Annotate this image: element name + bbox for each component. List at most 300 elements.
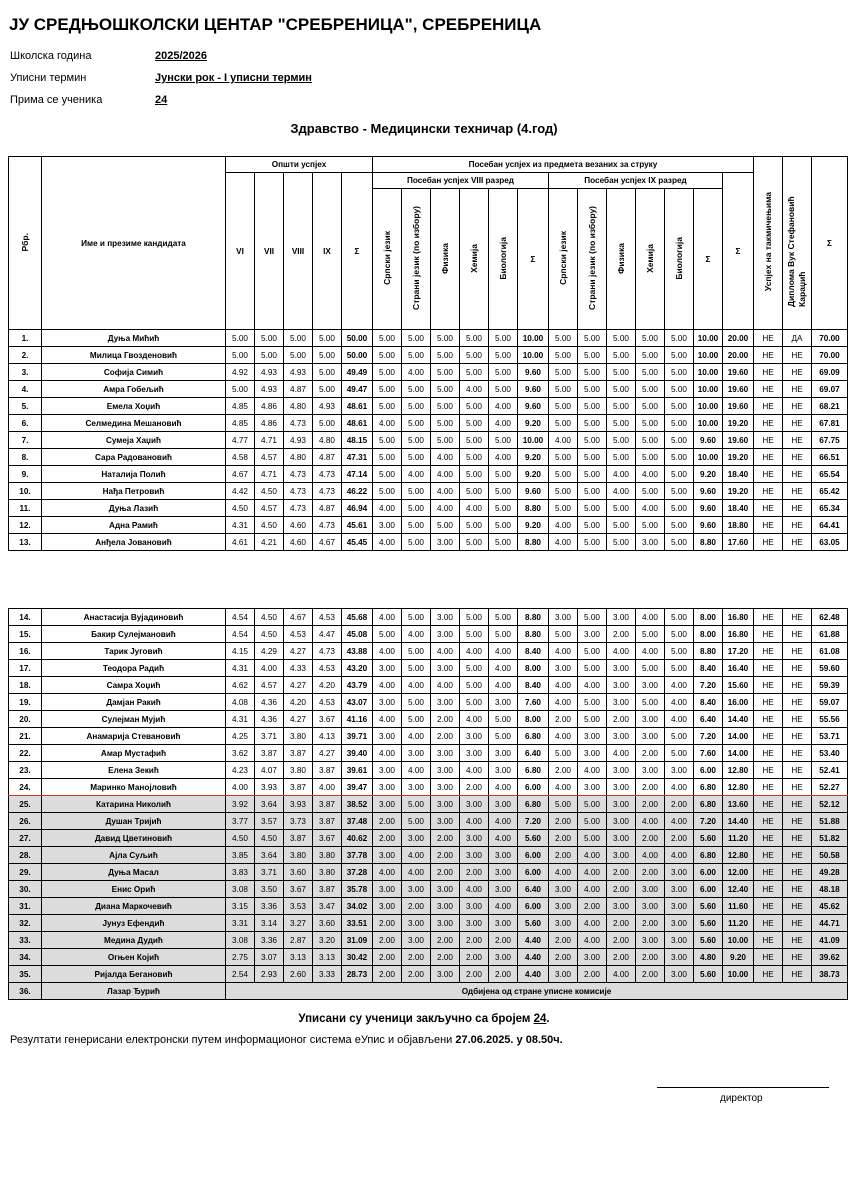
total-score: 50.58 [812,847,848,864]
total-score: 52.27 [812,779,848,796]
special8-grade: 5.00 [460,534,489,551]
special8-sum: 5.60 [518,915,549,932]
total-score: 61.88 [812,626,848,643]
special9-grade: 5.00 [549,449,578,466]
special8-sum: 6.40 [518,745,549,762]
special9-sum: 7.60 [694,745,723,762]
special9-grade: 2.00 [636,830,665,847]
special8-sum: 8.00 [518,660,549,677]
candidate-name: Дамјан Ракић [42,694,226,711]
special-sum: 16.00 [723,694,754,711]
special8-grade: 5.00 [460,694,489,711]
candidate-name: Бакир Сулејмановић [42,626,226,643]
general-grade: 3.87 [284,779,313,796]
special8-grade: 2.00 [373,830,402,847]
special8-grade: 5.00 [460,660,489,677]
special8-grade: 5.00 [460,677,489,694]
col-competition: Успјех на такмичењима [754,157,783,330]
special9-grade: 5.00 [665,330,694,347]
special9-grade: 4.00 [578,677,607,694]
special9-sum: 7.20 [694,677,723,694]
special9-grade: 5.00 [578,483,607,500]
special9-grade: 5.00 [578,711,607,728]
general-grade: 4.67 [226,466,255,483]
general-grade: 3.71 [255,864,284,881]
special8-grade: 5.00 [402,711,431,728]
candidate-name: Амра Гобељић [42,381,226,398]
total-score: 45.62 [812,898,848,915]
table-row [9,779,848,796]
special8-grade: 5.00 [402,813,431,830]
special8-grade: 5.00 [373,466,402,483]
general-grade: 3.36 [255,898,284,915]
special9-grade: 3.00 [549,915,578,932]
special9-grade: 5.00 [636,660,665,677]
general-grade: 4.93 [255,381,284,398]
general-sum: 39.47 [342,779,373,796]
general-grade: 3.60 [313,915,342,932]
special9-grade: 5.00 [578,330,607,347]
general-grade: 3.67 [313,830,342,847]
general-grade: 3.53 [284,898,313,915]
special9-grade: 5.00 [578,500,607,517]
special9-sum: 10.00 [694,330,723,347]
general-sum: 39.61 [342,762,373,779]
total-score: 69.09 [812,364,848,381]
general-grade: 4.53 [313,694,342,711]
special-sum: 14.40 [723,711,754,728]
competition-value: НЕ [754,830,783,847]
general-grade: 4.54 [226,609,255,626]
special9-grade: 5.00 [607,330,636,347]
special8-grade: 3.00 [489,694,518,711]
special8-grade: 2.00 [489,966,518,983]
general-grade: 2.87 [284,932,313,949]
general-grade: 5.00 [226,381,255,398]
special8-grade: 5.00 [373,449,402,466]
diploma-value: НЕ [783,500,812,517]
special9-grade: 5.00 [665,432,694,449]
total-score: 62.48 [812,609,848,626]
general-sum: 47.14 [342,466,373,483]
competition-value: НЕ [754,728,783,745]
diploma-value: НЕ [783,711,812,728]
special8-grade: 4.00 [373,864,402,881]
special-sum: 19.20 [723,449,754,466]
special8-grade: 5.00 [460,364,489,381]
general-sum: 37.28 [342,864,373,881]
special8-grade: 3.00 [402,915,431,932]
special8-sum: 8.40 [518,643,549,660]
special9-grade: 3.00 [636,728,665,745]
candidate-name: Огњен Којић [42,949,226,966]
competition-value: НЕ [754,609,783,626]
competition-value: НЕ [754,500,783,517]
special9-grade: 4.00 [578,932,607,949]
special9-grade: 2.00 [549,932,578,949]
special8-sum: 9.60 [518,398,549,415]
general-grade: 2.54 [226,966,255,983]
general-sum: 43.79 [342,677,373,694]
row-number: 28. [9,847,42,864]
special9-grade: 2.00 [549,830,578,847]
special8-grade: 5.00 [489,347,518,364]
col-hemija-8: Хемија [460,189,489,330]
special8-grade: 5.00 [489,330,518,347]
special9-sum: 8.40 [694,694,723,711]
row-number: 13. [9,534,42,551]
general-grade: 4.93 [284,364,313,381]
special9-sum: 6.80 [694,847,723,864]
general-sum: 39.71 [342,728,373,745]
special-sum: 11.60 [723,898,754,915]
special9-grade: 2.00 [665,796,694,813]
special8-grade: 5.00 [460,449,489,466]
row-number: 10. [9,483,42,500]
general-grade: 5.00 [313,364,342,381]
general-sum: 47.31 [342,449,373,466]
general-grade: 3.87 [284,745,313,762]
special8-grade: 3.00 [460,796,489,813]
general-grade: 3.87 [313,762,342,779]
total-score: 65.34 [812,500,848,517]
general-sum: 43.20 [342,660,373,677]
special9-grade: 5.00 [578,449,607,466]
row-number: 12. [9,517,42,534]
competition-value: НЕ [754,932,783,949]
candidate-name: Нађа Петровић [42,483,226,500]
special9-grade: 4.00 [549,677,578,694]
row-number: 11. [9,500,42,517]
special9-grade: 5.00 [665,660,694,677]
special9-grade: 5.00 [636,694,665,711]
special9-sum: 9.60 [694,500,723,517]
special9-grade: 3.00 [665,898,694,915]
general-sum: 45.61 [342,517,373,534]
general-sum: 38.52 [342,796,373,813]
special9-grade: 5.00 [549,500,578,517]
special8-grade: 2.00 [431,728,460,745]
general-grade: 4.73 [284,415,313,432]
table-row [9,330,848,347]
special8-grade: 5.00 [431,364,460,381]
special9-grade: 3.00 [549,609,578,626]
special8-grade: 5.00 [402,449,431,466]
general-grade: 4.93 [313,398,342,415]
special9-grade: 5.00 [578,796,607,813]
special-sum: 16.40 [723,660,754,677]
special9-grade: 5.00 [578,517,607,534]
total-score: 65.42 [812,483,848,500]
table-row [9,813,848,830]
special8-grade: 3.00 [431,609,460,626]
general-grade: 2.60 [284,966,313,983]
special9-grade: 2.00 [607,932,636,949]
table-row [9,660,848,677]
special8-sum: 8.80 [518,534,549,551]
col-biologija-9: Биологија [665,189,694,330]
col-special-sum: Σ [723,173,754,330]
special8-grade: 2.00 [402,966,431,983]
special9-sum: 5.60 [694,830,723,847]
special9-sum: 10.00 [694,449,723,466]
special9-sum: 10.00 [694,364,723,381]
general-grade: 3.87 [284,830,313,847]
general-grade: 4.67 [284,609,313,626]
special9-grade: 5.00 [578,432,607,449]
special9-grade: 4.00 [607,745,636,762]
candidate-name: Сулејман Мујић [42,711,226,728]
special9-grade: 5.00 [578,609,607,626]
col-srpski-8: Српски језик [373,189,402,330]
special8-grade: 4.00 [402,847,431,864]
col-strani-8: Страни језик (по избору) [402,189,431,330]
general-grade: 3.64 [255,847,284,864]
col-general-sum: Σ [342,173,373,330]
special8-sum: 8.80 [518,609,549,626]
row-number: 29. [9,864,42,881]
special8-grade: 2.00 [460,779,489,796]
general-grade: 4.13 [313,728,342,745]
candidate-name: Тарик Југовић [42,643,226,660]
col-name: Име и презиме кандидата [42,157,226,330]
special9-grade: 4.00 [636,813,665,830]
special9-grade: 4.00 [549,728,578,745]
accepts-row [10,94,167,106]
special9-grade: 3.00 [607,694,636,711]
candidate-name: Ајла Суљић [42,847,226,864]
special8-grade: 4.00 [431,466,460,483]
row-number: 4. [9,381,42,398]
special8-grade: 5.00 [402,796,431,813]
candidate-name: Елена Зекић [42,762,226,779]
total-score: 64.41 [812,517,848,534]
special9-grade: 5.00 [636,381,665,398]
special9-grade: 5.00 [665,745,694,762]
col-sum-8: Σ [518,189,549,330]
table-row [9,830,848,847]
general-sum: 34.02 [342,898,373,915]
special9-grade: 5.00 [636,415,665,432]
special9-grade: 5.00 [578,381,607,398]
special8-grade: 4.00 [460,762,489,779]
table-row [9,864,848,881]
special8-grade: 5.00 [489,500,518,517]
general-grade: 4.31 [226,660,255,677]
competition-value: НЕ [754,381,783,398]
special8-grade: 5.00 [460,466,489,483]
table-row [9,949,848,966]
table-row [9,881,848,898]
special8-grade: 5.00 [402,381,431,398]
special9-grade: 3.00 [578,728,607,745]
special9-grade: 3.00 [665,915,694,932]
special9-grade: 3.00 [607,609,636,626]
candidate-name: Јунуз Ефендић [42,915,226,932]
special8-grade: 4.00 [431,677,460,694]
special8-grade: 5.00 [489,711,518,728]
row-number: 30. [9,881,42,898]
total-score: 38.73 [812,966,848,983]
special9-grade: 3.00 [636,881,665,898]
general-grade: 4.00 [313,779,342,796]
special8-grade: 3.00 [431,915,460,932]
special8-sum: 10.00 [518,432,549,449]
general-grade: 5.00 [226,347,255,364]
general-sum: 49.49 [342,364,373,381]
general-sum: 46.22 [342,483,373,500]
diploma-value: ДА [783,330,812,347]
special8-grade: 4.00 [489,415,518,432]
special8-sum: 4.40 [518,932,549,949]
table-row [9,796,848,813]
special8-sum: 8.80 [518,626,549,643]
general-sum: 28.73 [342,966,373,983]
candidate-name: Дуња Мићић [42,330,226,347]
general-grade: 4.57 [255,677,284,694]
special9-grade: 4.00 [665,813,694,830]
total-score: 44.71 [812,915,848,932]
program-subtitle: Здравство - Медицински техничар (4.год) [290,121,558,136]
total-score: 41.09 [812,932,848,949]
general-grade: 3.27 [284,915,313,932]
special8-grade: 4.00 [489,830,518,847]
special9-grade: 3.00 [607,847,636,864]
special-sum: 12.00 [723,864,754,881]
general-grade: 4.62 [226,677,255,694]
competition-value: НЕ [754,711,783,728]
special9-sum: 6.00 [694,881,723,898]
special9-grade: 3.00 [607,898,636,915]
general-grade: 5.00 [255,330,284,347]
special8-grade: 3.00 [460,745,489,762]
row-number: 7. [9,432,42,449]
row-number: 9. [9,466,42,483]
candidate-name: Медина Дудић [42,932,226,949]
special8-grade: 3.00 [402,881,431,898]
table-row [9,932,848,949]
special9-grade: 5.00 [636,364,665,381]
general-sum: 45.45 [342,534,373,551]
candidate-name: Милица Гвозденовић [42,347,226,364]
diploma-value: НЕ [783,966,812,983]
special8-grade: 2.00 [431,932,460,949]
general-sum: 46.94 [342,500,373,517]
special9-grade: 3.00 [607,796,636,813]
total-score: 66.51 [812,449,848,466]
special-sum: 19.20 [723,483,754,500]
competition-value: НЕ [754,347,783,364]
special8-grade: 4.00 [489,813,518,830]
special9-grade: 2.00 [607,864,636,881]
competition-value: НЕ [754,915,783,932]
special9-grade: 5.00 [578,660,607,677]
special8-grade: 2.00 [460,932,489,949]
candidate-name: Селмедина Мешановић [42,415,226,432]
special9-grade: 3.00 [607,762,636,779]
accepts-label: Прима се ученика [10,94,103,106]
special8-grade: 4.00 [373,677,402,694]
special8-grade: 4.00 [402,728,431,745]
special8-sum: 10.00 [518,347,549,364]
special8-grade: 3.00 [373,660,402,677]
competition-value: НЕ [754,847,783,864]
special9-grade: 4.00 [549,517,578,534]
diploma-value: НЕ [783,364,812,381]
special8-grade: 4.00 [373,745,402,762]
special9-grade: 3.00 [607,677,636,694]
col-hemija-9: Хемија [636,189,665,330]
diploma-value: НЕ [783,677,812,694]
candidate-name: Душан Тријић [42,813,226,830]
school-year-label: Школска година [10,50,92,62]
special-sum: 18.80 [723,517,754,534]
total-score: 52.41 [812,762,848,779]
special9-grade: 5.00 [665,643,694,660]
special9-grade: 2.00 [549,847,578,864]
general-grade: 4.80 [284,398,313,415]
special-sum: 12.40 [723,881,754,898]
table-row [9,500,848,517]
candidate-name: Самра Хоџић [42,677,226,694]
special-sum: 15.60 [723,677,754,694]
special9-grade: 5.00 [607,534,636,551]
row-number: 14. [9,609,42,626]
general-grade: 3.93 [255,779,284,796]
competition-value: НЕ [754,449,783,466]
special8-grade: 2.00 [460,864,489,881]
special9-grade: 5.00 [665,626,694,643]
enrolled-text: Уписани су ученици закључно са бројем [298,1013,531,1025]
general-grade: 3.67 [313,711,342,728]
special8-grade: 5.00 [402,609,431,626]
general-grade: 4.73 [284,500,313,517]
special8-grade: 3.00 [431,762,460,779]
general-grade: 4.47 [313,626,342,643]
row-number: 34. [9,949,42,966]
table-row [9,432,848,449]
special8-grade: 2.00 [373,966,402,983]
total-score: 61.08 [812,643,848,660]
document-title: ЈУ СРЕДЊОШКОЛСКИ ЦЕНТАР "СРЕБРЕНИЦА", СРЕБРЕНИЦА [9,15,542,34]
special8-grade: 3.00 [402,779,431,796]
special9-grade: 3.00 [607,813,636,830]
total-score: 53.40 [812,745,848,762]
special8-grade: 2.00 [373,813,402,830]
general-sum: 48.61 [342,415,373,432]
row-number: 35. [9,966,42,983]
special8-grade: 3.00 [489,762,518,779]
general-grade: 4.85 [226,398,255,415]
diploma-value: НЕ [783,796,812,813]
special8-grade: 5.00 [402,432,431,449]
special8-grade: 5.00 [431,398,460,415]
special8-grade: 4.00 [489,643,518,660]
general-grade: 3.87 [255,745,284,762]
special-sum: 14.00 [723,728,754,745]
special8-grade: 5.00 [402,483,431,500]
special9-grade: 5.00 [665,609,694,626]
general-grade: 3.20 [313,932,342,949]
special8-grade: 5.00 [431,432,460,449]
special8-grade: 2.00 [402,898,431,915]
candidate-name: Дуња Лазић [42,500,226,517]
special8-grade: 2.00 [460,966,489,983]
special8-grade: 2.00 [402,949,431,966]
special9-grade: 2.00 [636,745,665,762]
special8-grade: 4.00 [460,643,489,660]
table-row [9,347,848,364]
